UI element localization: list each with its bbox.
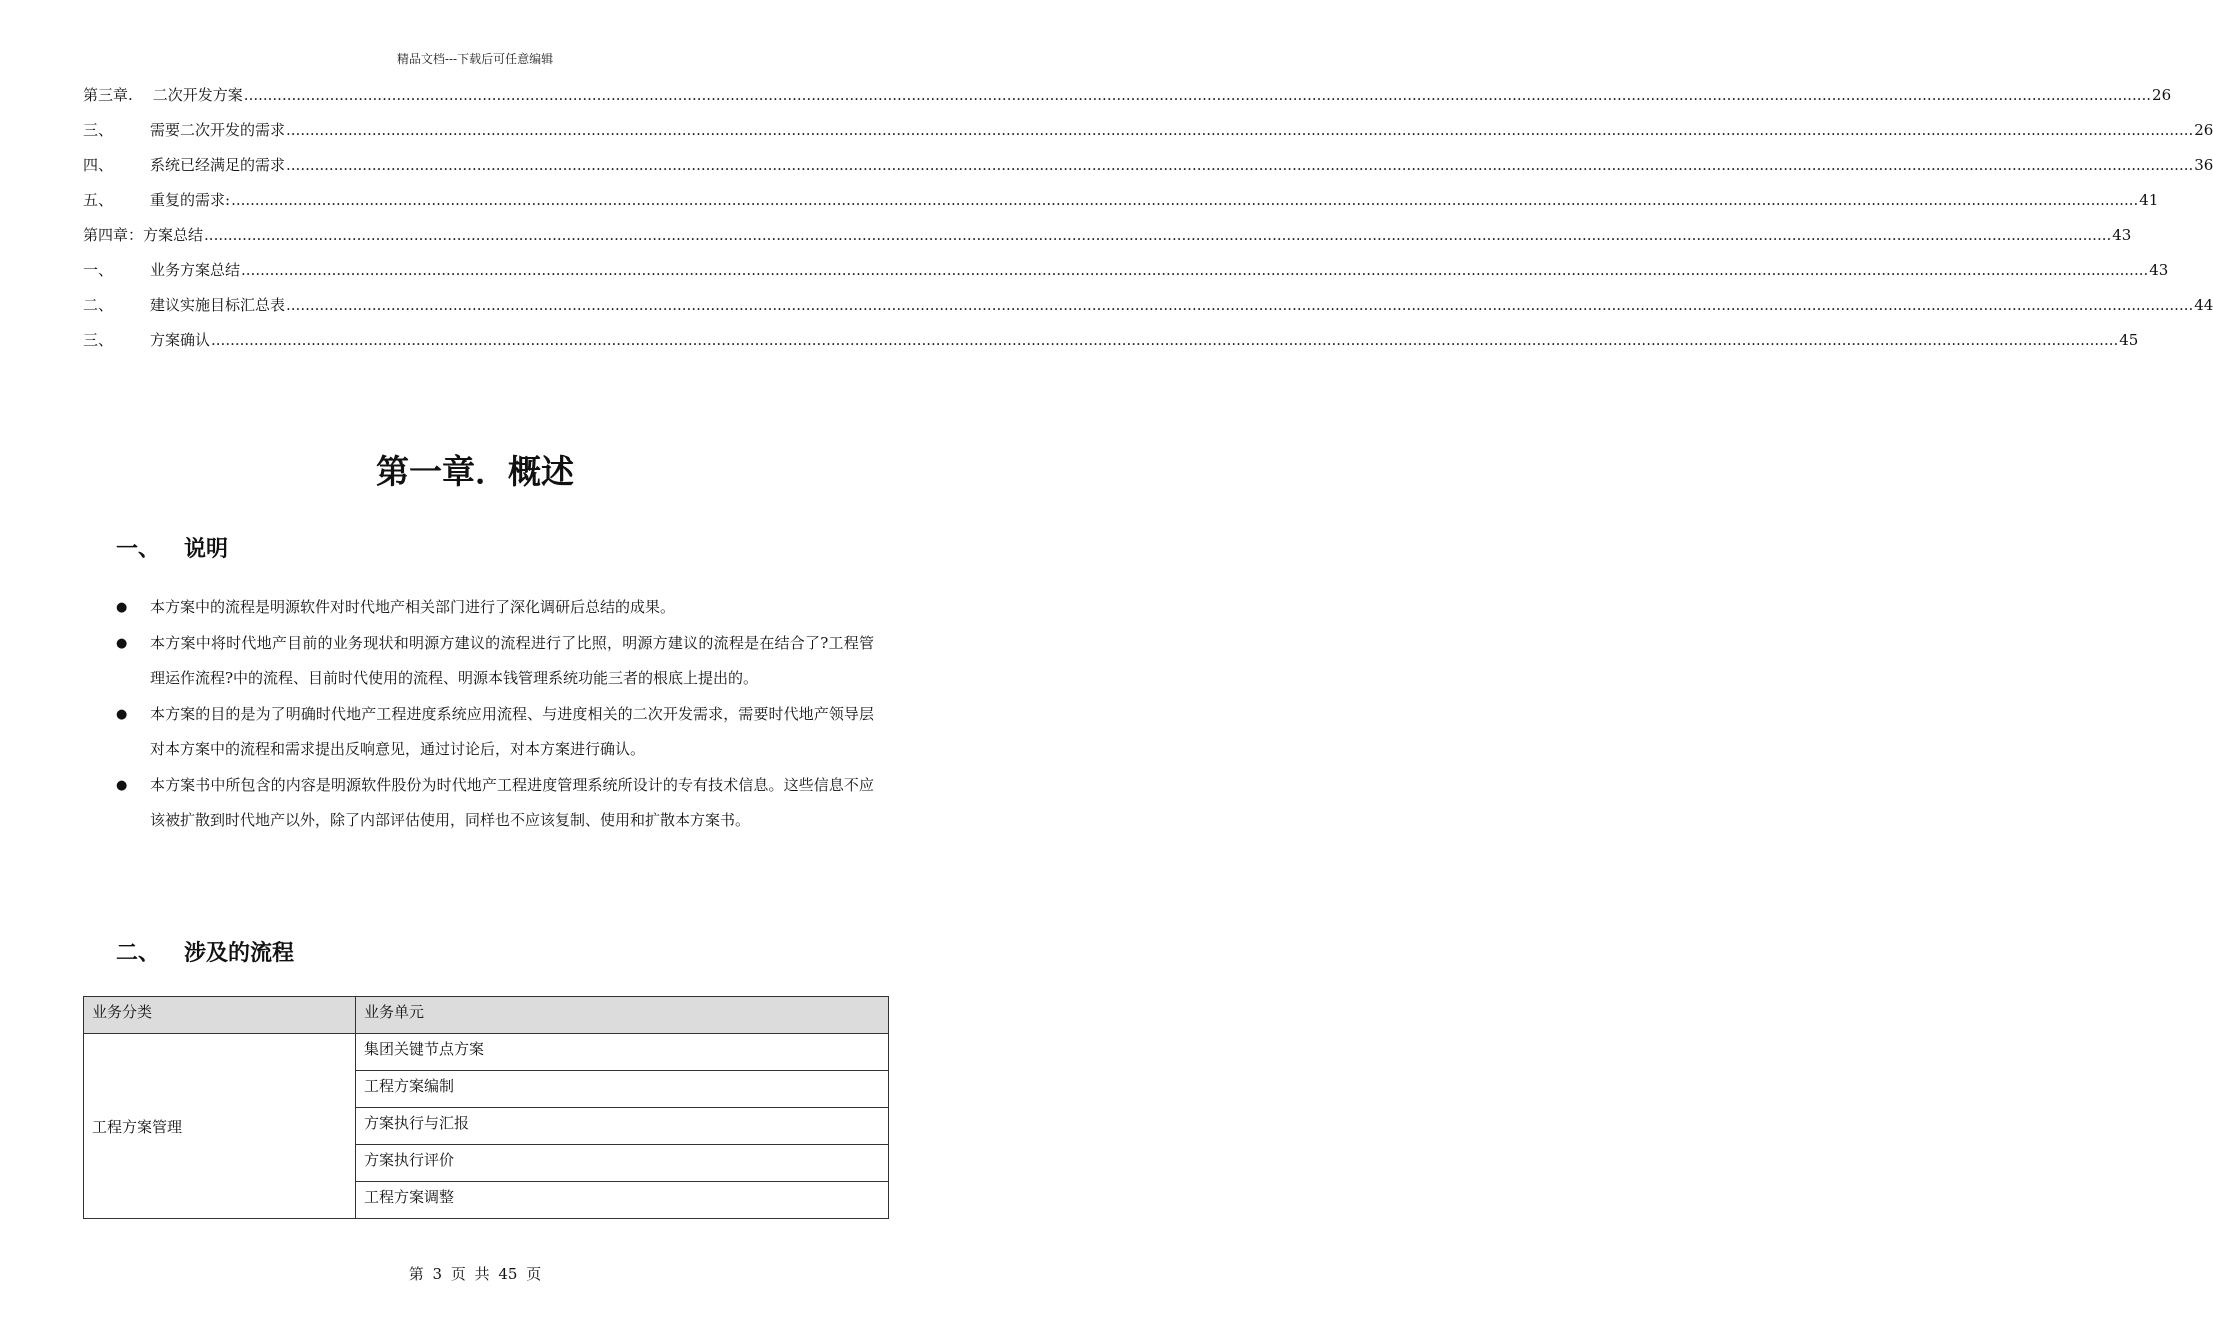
page-footer: 第 3 页 共 45 页 [408,1265,542,1283]
toc-leader-dots: ................................................................................................................................................................................................................................................................................................................................................................................................................ [204,226,2112,244]
toc-entry-title: 方案总结 [143,226,204,244]
toc-leader-dots: ................................................................................................................................................................................................................................................................................................................................................................................................................ [241,261,2149,279]
toc-leader-dots: ................................................................................................................................................................................................................................................................................................................................................................................................................ [286,296,2194,314]
bullet-list [116,590,874,839]
toc-entry[interactable] [83,84,2172,119]
list-item-text: 本方案书中所包含的内容是明源软件股份为时代地产工程进度管理系统所设计的专有技术信息。这些信息不应该被扩散到时代地产以外，除了内部评估使用，同样也不应该复制、使用和扩散本方案书。 [150,775,874,829]
table-of-contents [83,84,2213,364]
section-heading-description [116,532,228,563]
bullet-dot-icon: ● [116,600,128,615]
table-cell: 方案执行与汇报 [356,1108,889,1145]
toc-entry[interactable] [83,119,2213,154]
toc-entry-title: 需要二次开发的需求 [150,121,286,139]
toc-entry-number: 三、 [83,331,114,349]
toc-leader-dots: ................................................................................................................................................................................................................................................................................................................................................................................................................ [211,331,2119,349]
toc-entry-page: 45 [2119,331,2139,349]
bullet-dot-icon: ● [116,635,128,651]
toc-entry-title: 重复的需求: [150,191,231,209]
toc-entry-title: 系统已经满足的需求 [150,156,286,174]
toc-entry-page: 36 [2194,156,2213,174]
toc-entry-page: 41 [2139,191,2159,209]
bullet-dot-icon: ● [116,777,128,793]
toc-entry-page: 26 [2194,121,2213,139]
toc-entry-number: 第四章： [83,226,144,244]
table-row [84,1034,889,1071]
bullet-dot-icon: ● [116,706,128,722]
toc-entry[interactable] [83,154,2213,189]
table-header-cell: 业务单元 [356,997,889,1034]
list-item [116,590,874,626]
toc-entry-number: 二、 [83,296,114,314]
process-table [83,996,889,1219]
toc-entry-number: 第三章. [83,86,133,104]
table-header-cell: 业务分类 [84,997,356,1034]
toc-entry-page: 44 [2194,296,2213,314]
toc-leader-dots: ................................................................................................................................................................................................................................................................................................................................................................................................................ [286,156,2194,174]
table-cell: 集团关键节点方案 [356,1034,889,1071]
table-category-cell: 工程方案管理 [84,1034,356,1219]
toc-entry[interactable] [83,294,2213,329]
section-heading-processes [116,936,294,967]
toc-entry[interactable] [83,224,2132,259]
section-title: 说明 [184,536,229,562]
toc-entry-title: 二次开发方案 [152,86,243,104]
toc-entry-number: 四、 [83,156,114,174]
list-item [116,697,874,768]
page-header: 精品文档---下载后可任意编辑 [396,52,554,66]
toc-entry-page: 43 [2112,226,2132,244]
chapter-title: 第一章．概述 [376,452,574,491]
list-item-text: 本方案的目的是为了明确时代地产工程进度系统应用流程、与进度相关的二次开发需求，需要时代地产领导层对本方案中的流程和需求提出反响意见，通过讨论后，对本方案进行确认。 [150,704,874,758]
toc-leader-dots: ................................................................................................................................................................................................................................................................................................................................................................................................................ [231,191,2139,209]
toc-leader-dots: ................................................................................................................................................................................................................................................................................................................................................................................................................ [286,121,2194,139]
toc-leader-dots: ................................................................................................................................................................................................................................................................................................................................................................................................................ [243,86,2152,104]
table-cell: 工程方案调整 [356,1182,889,1219]
toc-entry-title: 建议实施目标汇总表 [150,296,286,314]
section-number: 二、 [116,940,161,966]
toc-entry-title: 业务方案总结 [150,261,241,279]
list-item-text: 本方案中将时代地产目前的业务现状和明源方建议的流程进行了比照，明源方建议的流程是在结合了?工程管理运作流程?中的流程、目前时代使用的流程、明源本钱管理系统功能三者的根底上提出的。 [150,633,874,687]
list-item-text: 本方案中的流程是明源软件对时代地产相关部门进行了深化调研后总结的成果。 [150,598,676,616]
section-number: 一、 [116,536,161,562]
toc-entry-page: 26 [2152,86,2172,104]
toc-entry[interactable] [83,259,2169,294]
section-title: 涉及的流程 [184,940,295,966]
toc-entry-number: 三、 [83,121,114,139]
list-item [116,768,874,839]
table-header-row [84,997,889,1034]
toc-entry-number: 五、 [83,191,114,209]
toc-entry[interactable] [83,329,2139,364]
toc-entry-title: 方案确认 [150,331,211,349]
table-cell: 工程方案编制 [356,1071,889,1108]
list-item [116,626,874,697]
table-cell: 方案执行评价 [356,1145,889,1182]
toc-entry-number: 一、 [83,261,114,279]
toc-entry-page: 43 [2149,261,2169,279]
toc-entry[interactable] [83,189,2159,224]
